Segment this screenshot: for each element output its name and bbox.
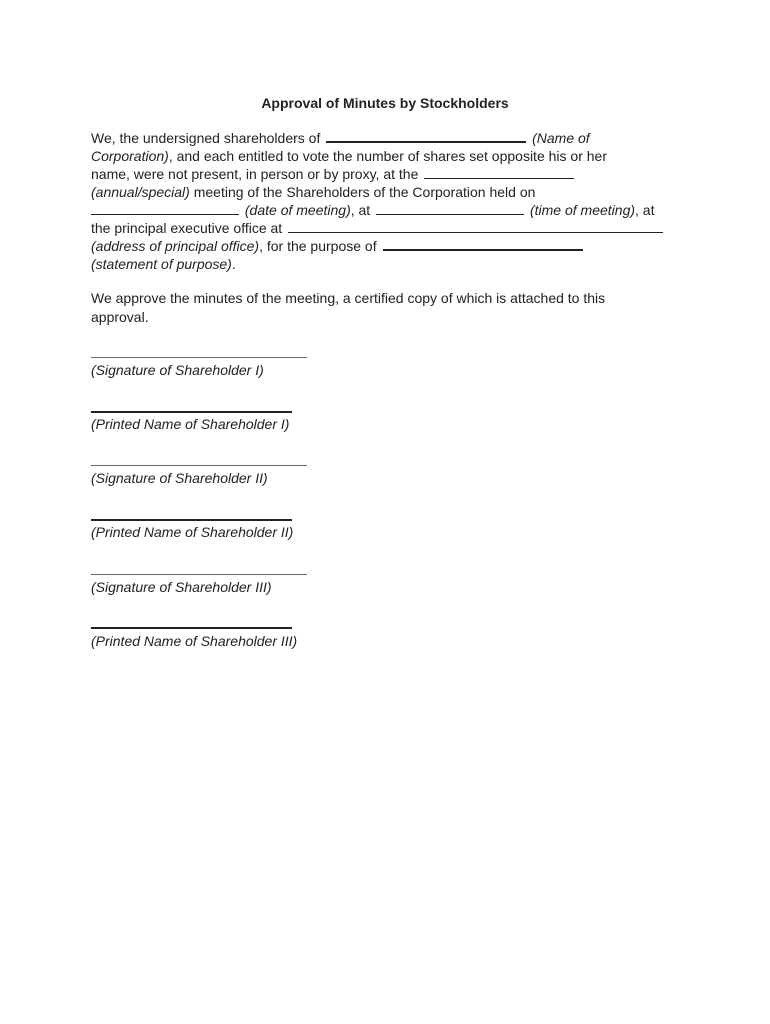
address-hint: (address of principal office) <box>91 238 260 254</box>
printed-name-label-2: (Printed Name of Shareholder II) <box>91 524 294 540</box>
purpose-text: , for the purpose of <box>259 238 377 254</box>
purpose-hint: (statement of purpose) <box>91 256 232 272</box>
printed-name-label-3: (Printed Name of Shareholder III) <box>91 633 298 649</box>
office-text: the principal executive office at <box>91 220 283 236</box>
printed-name-label-1: (Printed Name of Shareholder I) <box>91 416 290 432</box>
paragraph2-line1: We approve the minutes of the meeting, a certified copy of which is attached to this <box>91 290 606 306</box>
printed-name-line-1[interactable] <box>91 411 292 413</box>
paragraph1-line4 <box>91 183 535 201</box>
corporation-hint-cont: Corporation) <box>91 148 169 164</box>
at-text-2: , at <box>635 202 655 218</box>
time-hint: (time of meeting) <box>529 202 636 218</box>
paragraph1-line5 <box>91 201 655 219</box>
time-blank[interactable] <box>376 202 524 215</box>
signature-label-3: (Signature of Shareholder III) <box>91 579 272 595</box>
paragraph1-line3 <box>91 165 576 183</box>
meeting-type-blank[interactable] <box>424 166 574 179</box>
at-text: , at <box>350 202 371 218</box>
entitled-text: , and each entitled to vote the number of shares set opposite his or her <box>168 148 607 164</box>
printed-name-line-2[interactable] <box>91 519 292 521</box>
paragraph2-line2: approval. <box>91 309 149 325</box>
signature-label-2: (Signature of Shareholder II) <box>91 470 268 486</box>
meeting-type-hint: (annual/special) <box>91 184 190 200</box>
printed-name-line-3[interactable] <box>91 627 292 629</box>
paragraph1-line8 <box>91 255 236 273</box>
signature-label-1: (Signature of Shareholder I) <box>91 362 264 378</box>
date-blank[interactable] <box>91 202 239 215</box>
meeting-held-text: meeting of the Shareholders of the Corporation held on <box>193 184 536 200</box>
date-hint: (date of meeting) <box>244 202 351 218</box>
purpose-blank[interactable] <box>383 237 583 251</box>
paragraph1-line2 <box>91 147 607 165</box>
address-blank[interactable] <box>288 220 663 233</box>
proxy-text: name, were not present, in person or by proxy, at the <box>91 166 419 182</box>
signature-line-2[interactable] <box>91 465 307 466</box>
paragraph1-line6 <box>91 219 665 237</box>
signature-line-3[interactable] <box>91 574 307 575</box>
intro-text: We, the undersigned shareholders of <box>91 130 321 146</box>
signature-line-1[interactable] <box>91 357 307 358</box>
corporation-name-hint: (Name of <box>532 130 590 146</box>
paragraph1-line1 <box>91 129 590 147</box>
period: . <box>231 256 236 272</box>
paragraph1-line7 <box>91 237 585 255</box>
document-title: Approval of Minutes by Stockholders <box>261 95 509 111</box>
corporation-name-blank[interactable] <box>326 129 526 143</box>
